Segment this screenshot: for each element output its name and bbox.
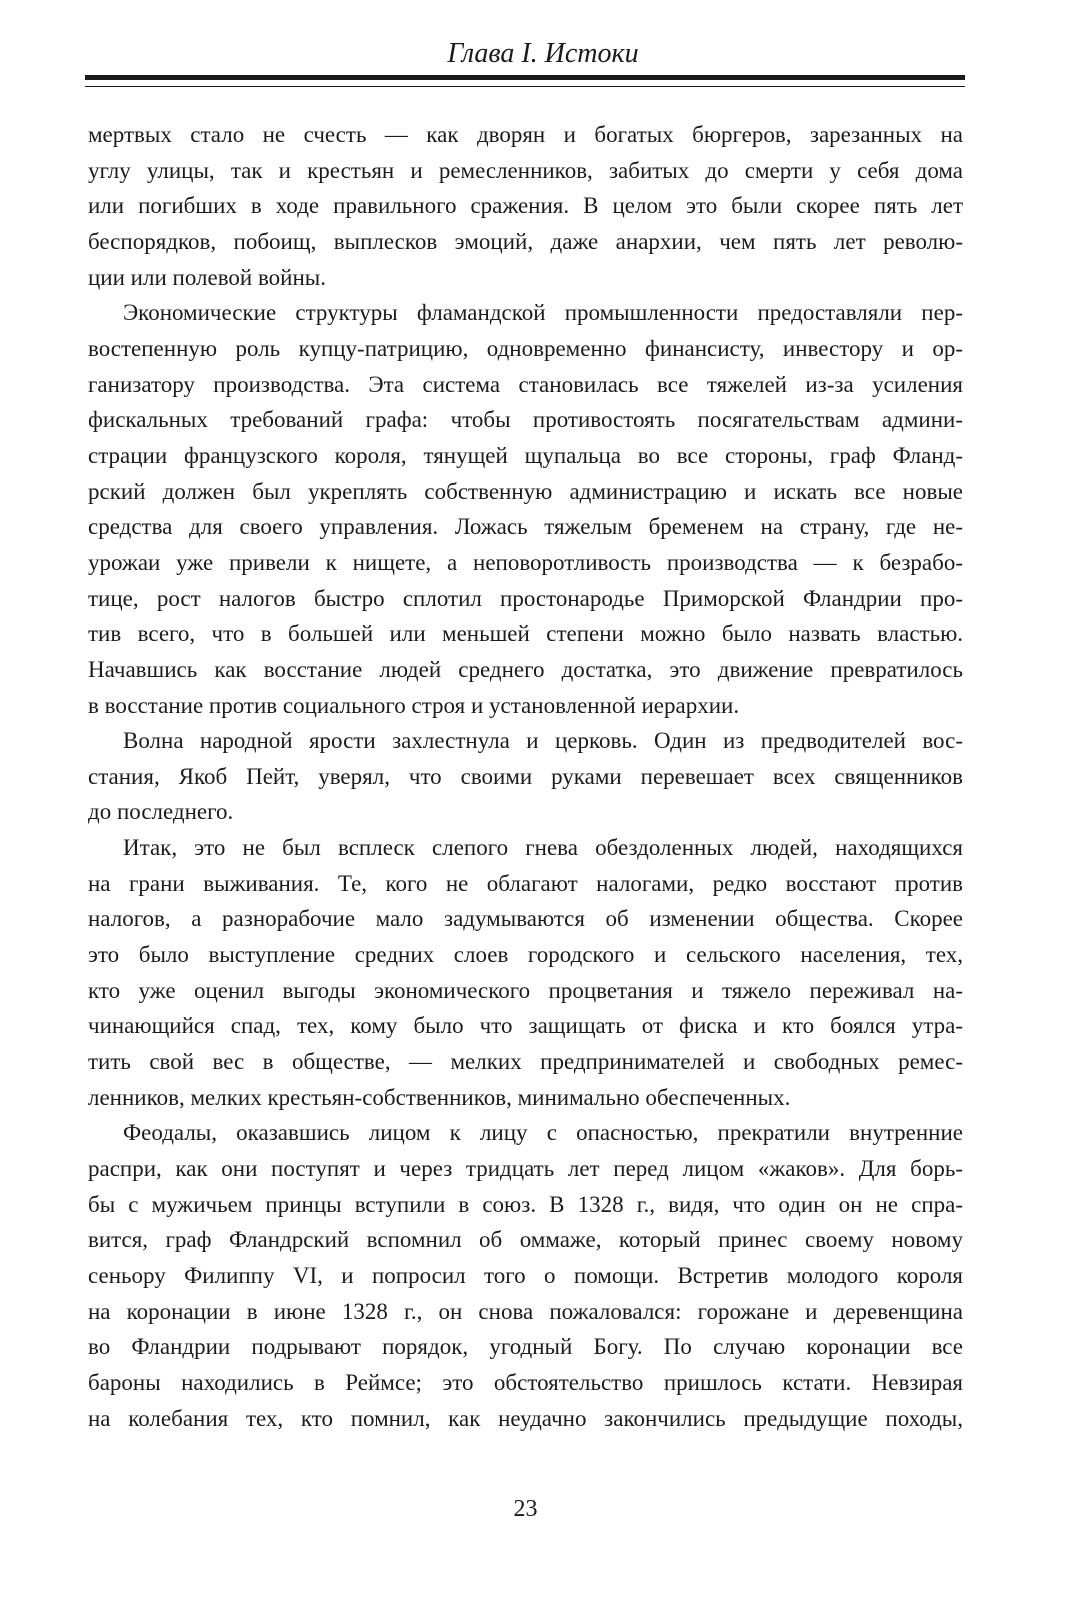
text-line: на колебания тех, кто помнил, как неудачно закончились предыдущие походы,	[88, 1405, 963, 1431]
text-line: урожаи уже привели к нищете, а неповоротливость производства — к безрабо-	[88, 549, 963, 575]
text-line: Итак, это не был всплеск слепого гнева обездоленных людей, находящихся	[123, 835, 963, 861]
paragraph-1	[88, 117, 963, 295]
text-line: средства для своего управления. Ложась тяжелым бременем на страну, где не-	[88, 514, 963, 540]
text-line: или погибших в ходе правильного сражения. В целом это были скорее пять лет	[88, 193, 963, 219]
text-line: Волна народной ярости захлестнула и церковь. Один из предводителей вос-	[123, 728, 963, 754]
body-text	[88, 117, 963, 1436]
text-line: в восстание против социального строя и установленной иерархии.	[88, 692, 740, 718]
text-line: на грани выживания. Те, кого не облагают налогами, редко восстают против	[88, 870, 963, 896]
text-line: рский должен был укреплять собственную администрацию и искать все новые	[88, 478, 963, 504]
text-line: стания, Якоб Пейт, уверял, что своими руками перевешает всех священников	[88, 763, 963, 789]
text-line: чинающийся спад, тех, кому было что защищать от фиска и кто боялся утра-	[88, 1013, 963, 1039]
text-line: до последнего.	[88, 799, 234, 825]
text-line: ленников, мелких крестьян-собственников, минимально обеспеченных.	[88, 1084, 791, 1110]
running-head: Глава I. Истоки	[447, 38, 639, 69]
paragraph-4	[88, 830, 963, 1115]
text-line: востепенную роль купцу-патрицию, одновременно финансисту, инвестору и ор-	[88, 335, 963, 361]
text-line: сеньору Филиппу VI, и попросил того о помощи. Встретив молодого короля	[88, 1263, 963, 1288]
text-line: ции или полевой войны.	[88, 264, 326, 290]
text-line: углу улицы, так и крестьян и ремесленников, забитых до смерти у себя дома	[88, 157, 963, 183]
text-line: Начавшись как восстание людей среднего достатка, это движение превратилось	[88, 656, 963, 682]
text-line: во Фландрии подрывают порядок, угодный Богу. По случаю коронации все	[88, 1334, 963, 1360]
text-line: распри, как они поступят и через тридцать лет перед лицом «жаков». Для борь-	[88, 1156, 963, 1182]
text-line: беспорядков, побоищ, выплесков эмоций, даже анархии, чем пять лет револю-	[88, 228, 963, 254]
text-line: страции французского короля, тянущей щупальца во все стороны, граф Фланд-	[88, 442, 963, 468]
text-line: тице, рост налогов быстро сплотил простонародье Приморской Фландрии про-	[88, 585, 963, 611]
paragraph-2	[88, 295, 963, 723]
text-line: тив всего, что в большей или меньшей степени можно было назвать властью.	[88, 621, 963, 647]
text-line: Экономические структуры фламандской промышленности предоставляли пер-	[123, 300, 963, 326]
text-line: Феодалы, оказавшись лицом к лицу с опасностью, прекратили внутренние	[123, 1120, 963, 1146]
text-line: бы с мужичьем принцы вступили в союз. В 1328 г., видя, что один он не спра-	[88, 1191, 963, 1217]
text-line: это было выступление средних слоев городского и сельского населения, тех,	[88, 942, 963, 968]
paragraph-5	[88, 1115, 963, 1436]
text-line: налогов, а разнорабочие мало задумываются об изменении общества. Скорее	[88, 906, 963, 932]
paragraph-3	[88, 723, 963, 830]
text-line: тить свой вес в обществе, — мелких предпринимателей и свободных ремес-	[88, 1049, 963, 1075]
header-rule	[85, 75, 965, 87]
text-line: на коронации в июне 1328 г., он снова пожаловался: горожане и деревенщина	[88, 1298, 963, 1324]
text-line: бароны находились в Реймсе; это обстоятельство пришлось кстати. Невзирая	[88, 1369, 963, 1395]
text-line: мертвых стало не счесть — как дворян и богатых бюргеров, зарезанных на	[88, 122, 963, 147]
text-line: фискальных требований графа: чтобы противостоять посягательствам админи-	[88, 407, 963, 433]
text-line: кто уже оценил выгоды экономического процветания и тяжело переживал на-	[88, 977, 963, 1003]
page-number: 23	[513, 1496, 538, 1522]
text-line: ганизатору производства. Эта система становилась все тяжелей из-за усиления	[88, 371, 963, 397]
text-line: вится, граф Фландрский вспомнил об оммаже, который принес своему новому	[88, 1227, 963, 1253]
